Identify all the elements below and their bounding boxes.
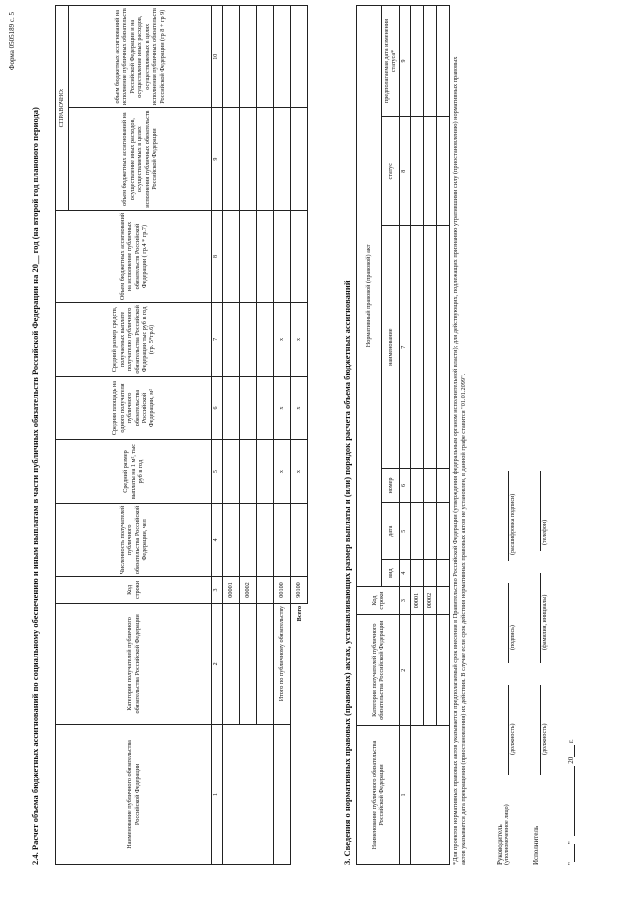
col-num: 4 bbox=[212, 503, 223, 576]
column-numbers-row bbox=[399, 6, 410, 865]
caption-decoding: (расшифровка подписи) bbox=[510, 493, 516, 555]
col-num: 7 bbox=[212, 303, 223, 376]
x-mark: x bbox=[291, 376, 308, 440]
date-line: "" 20 г. bbox=[567, 739, 575, 865]
header-obligation-name: Наименование публичного обязательства Российской Федерации bbox=[357, 726, 400, 865]
col-num: 2 bbox=[399, 615, 410, 726]
footnote: *Для проектов нормативных правовых актов указывается предполагаемый срок внесения в Правительство Российской Федерации (утверждения федеральным органом исполнительной власти); для действующих, подлежащих признанию утратившими силу (приостановлению) нормативных правовых актов указывается дата прекращения (приостановления) их действия. В случае если срок действия нормативных правовых актов не установлен, в данной графе ставится "01.01.2099". bbox=[452, 56, 467, 865]
col-num: 2 bbox=[212, 603, 223, 724]
col-num: 4 bbox=[399, 560, 410, 586]
itogo-label: Итого по публичному обязательству bbox=[274, 603, 291, 724]
header-act-number: номер bbox=[382, 468, 400, 502]
header-status-change-date: предполагаемая дата изменения статуса* bbox=[382, 6, 400, 117]
column-numbers-row bbox=[212, 6, 223, 865]
row-code: 00002 bbox=[423, 586, 436, 615]
col-num: 10 bbox=[212, 6, 223, 108]
header-row-code: Код строки bbox=[357, 586, 400, 615]
header-act-kind: вид bbox=[382, 560, 400, 586]
head-label: Руководитель bbox=[496, 824, 504, 865]
itogo-code: 00100 bbox=[274, 577, 291, 604]
executor-label: Исполнитель bbox=[532, 825, 540, 865]
row-code: 00001 bbox=[410, 586, 423, 615]
col-num: 6 bbox=[212, 376, 223, 440]
col-num: 8 bbox=[399, 117, 410, 226]
col-num: 3 bbox=[399, 586, 410, 615]
head-position-line[interactable] bbox=[500, 685, 509, 775]
header-recipient-category: Категория получателей публичного обязательства Российской Федерации bbox=[56, 603, 212, 724]
header-act-status: статус bbox=[382, 117, 400, 226]
header-total-with-other: объем бюджетных ассигнований на исполнение публичных обязательств Российской Федерации и на осуществление иных расходов, осуществляемых в целях исполнения публичных обязательств Российской Федерации (гр 8 + гр 9) bbox=[69, 6, 212, 108]
header-act-date: дата bbox=[382, 503, 400, 560]
col-num: 1 bbox=[399, 726, 410, 865]
date-year-line[interactable] bbox=[566, 745, 575, 757]
x-mark: x bbox=[274, 376, 291, 440]
itogo-row bbox=[274, 6, 291, 865]
table-row bbox=[223, 6, 240, 865]
col-num: 9 bbox=[399, 6, 410, 117]
col-num: 8 bbox=[212, 210, 223, 302]
executor-phone-line[interactable] bbox=[532, 472, 541, 552]
header-spravochno: СПРАВОЧНО: bbox=[56, 6, 69, 211]
x-mark: x bbox=[274, 440, 291, 503]
caption-position-2: (должность) bbox=[542, 723, 548, 755]
header-normative-act: Нормативный правовой (правовой) акт bbox=[357, 6, 382, 587]
col-num: 3 bbox=[212, 577, 223, 604]
header-avg-area: Средняя площадь на одного получателя публичного обязательства Российской Федерации, м² bbox=[56, 376, 212, 440]
head-decoding-line[interactable] bbox=[500, 472, 509, 562]
header-obligation-name: Наименование публичного обязательства Российской Федерации bbox=[56, 724, 212, 864]
header-avg-amount: Средний размер средств, получаемых выплате получателю публичного обязательства Российской Федерации тыс руб в год (гр. 5*гр.6) bbox=[56, 303, 212, 376]
header-avg-payment: Средний размер выплаты на 1 м², тыс руб в год bbox=[56, 440, 212, 503]
caption-position: (должность) bbox=[510, 723, 516, 755]
header-row-code: Код строки bbox=[56, 577, 212, 604]
head-sub-label: (уполномоченное лицо) bbox=[504, 804, 510, 865]
header-act-name: наименование bbox=[382, 226, 400, 468]
executor-position-line[interactable] bbox=[532, 685, 541, 775]
budget-calculation-table bbox=[55, 5, 308, 865]
x-mark: x bbox=[274, 303, 291, 376]
header-other-expenses: объем бюджетных ассигнований на осуществление иных расходов, осуществляемых в целях исполнения публичных обязательств Российской Федерации bbox=[69, 108, 212, 210]
x-mark: x bbox=[291, 303, 308, 376]
header-recipients-count: Численность получателей публичного обязательства Российской Федерации, чел bbox=[56, 503, 212, 576]
executor-fio-line[interactable] bbox=[532, 573, 541, 663]
col-num: 5 bbox=[212, 440, 223, 503]
normative-acts-table bbox=[356, 5, 450, 865]
caption-phone: (телефон) bbox=[542, 519, 548, 545]
col-num: 1 bbox=[212, 724, 223, 864]
row-code: 00001 bbox=[223, 577, 240, 604]
table-row bbox=[410, 6, 423, 865]
vsego-label: Всего bbox=[291, 603, 308, 724]
section-2-4-title: 2.4. Расчет объема бюджетных ассигнований по социальному обеспечению и иным выплатам в части публичных обязательств Российской Федерации на 20__ год (на второй год планового периода) bbox=[30, 107, 40, 865]
col-num: 5 bbox=[399, 503, 410, 560]
caption-signature: (подпись) bbox=[510, 625, 516, 650]
header-budget-volume: Объем бюджетных ассигнований на исполнение публичных обязательств Российской Федерации ( гр.4 * гр.7) bbox=[56, 210, 212, 302]
caption-fio: (фамилия, инициалы) bbox=[542, 594, 548, 650]
head-signature-line[interactable] bbox=[500, 583, 509, 663]
col-num: 9 bbox=[212, 108, 223, 210]
form-label: Форма 0505189 с. 5 bbox=[8, 12, 16, 71]
section-3-title: 3. Сведения о нормативных правовых (правовых) актах, устанавливающих размер выплаты и (или) порядок расчета объема бюджетных ассигнований bbox=[342, 280, 352, 865]
vsego-row bbox=[291, 6, 308, 865]
col-num: 6 bbox=[399, 468, 410, 502]
date-month-line[interactable] bbox=[566, 766, 575, 836]
col-num: 7 bbox=[399, 226, 410, 468]
vsego-code: 90100 bbox=[291, 577, 308, 604]
row-code: 00002 bbox=[240, 577, 257, 604]
header-recipient-category: Категория получателей публичного обязательства Российской Федерации bbox=[357, 615, 400, 726]
x-mark: x bbox=[291, 440, 308, 503]
date-day-line[interactable] bbox=[566, 844, 575, 862]
